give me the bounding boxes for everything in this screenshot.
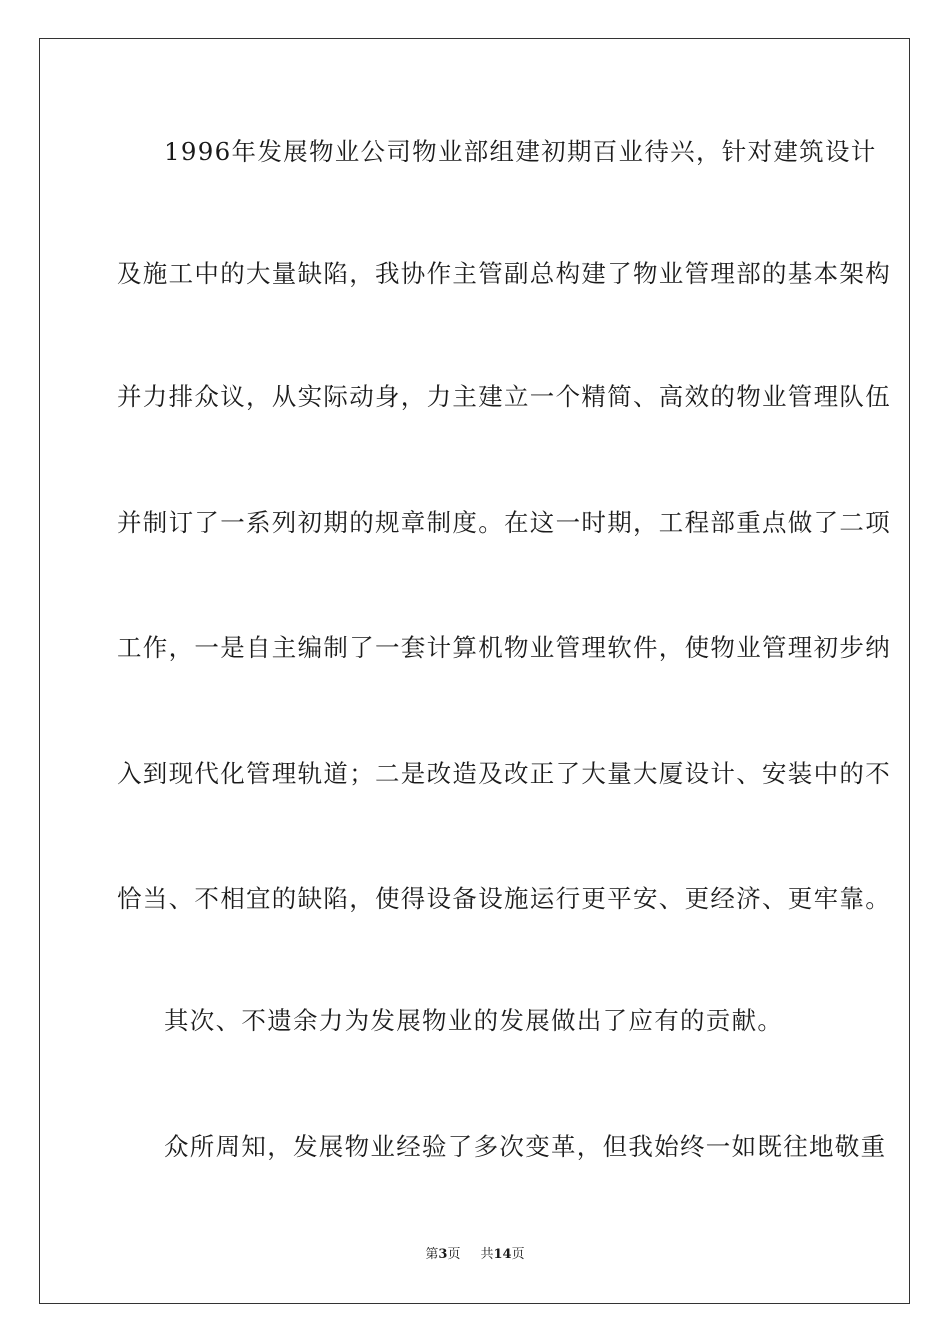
total-prefix: 共 xyxy=(480,1247,494,1262)
body-line-3: 并力排众议，从实际动身，力主建立一个精简、高效的物业管理队伍 xyxy=(117,382,891,411)
body-line-4: 并制订了一系列初期的规章制度。在这一时期，工程部重点做了二项 xyxy=(117,508,891,537)
page-footer xyxy=(0,1246,950,1264)
body-line-7: 恰当、不相宜的缺陷，使得设备设施运行更平安、更经济、更牢靠。 xyxy=(117,884,891,913)
total-suffix: 页 xyxy=(511,1247,525,1262)
body-line-6: 入到现代化管理轨道；二是改造及改正了大量大厦设计、安装中的不 xyxy=(117,759,891,788)
page-border xyxy=(39,38,910,1304)
body-line-5: 工作，一是自主编制了一套计算机物业管理软件，使物业管理初步纳 xyxy=(117,633,891,662)
body-line-1: 1996年发展物业公司物业部组建初期百业待兴，针对建筑设计 xyxy=(164,137,877,166)
current-page-number: 3 xyxy=(438,1247,448,1262)
page-prefix: 第 xyxy=(425,1247,439,1262)
body-line-8: 其次、不遗余力为发展物业的发展做出了应有的贡献。 xyxy=(164,1006,784,1035)
total-page-number: 14 xyxy=(493,1247,512,1262)
body-line-9: 众所周知，发展物业经验了多次变革，但我始终一如既往地敬重 xyxy=(164,1132,887,1161)
page-suffix: 页 xyxy=(447,1247,461,1262)
body-line-2: 及施工中的大量缺陷，我协作主管副总构建了物业管理部的基本架构 xyxy=(117,259,891,288)
